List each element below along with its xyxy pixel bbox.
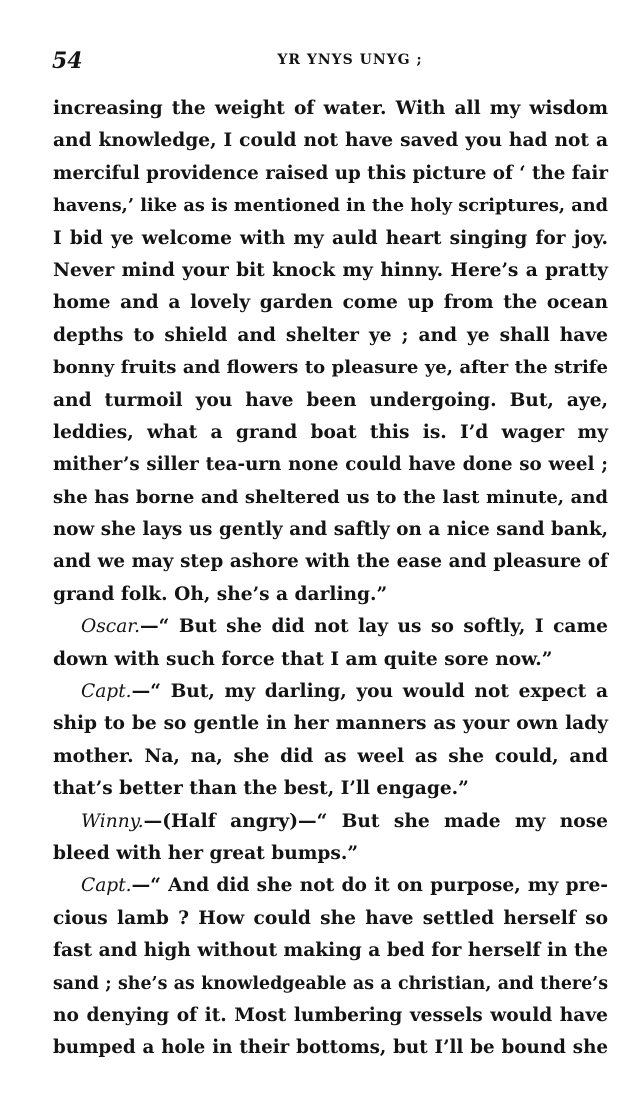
text-line [53,514,608,546]
text-line [53,385,608,417]
text-line [53,903,608,935]
page-header [52,48,608,76]
line-text: and turmoil you have been undergoing. But, aye, [53,389,608,411]
line-text: mither’s siller tea-urn none could have done so weel ; [53,454,608,476]
text-line [53,125,608,157]
line-text: and we may step ashore with the ease and pleasure of [53,551,608,573]
line-text: havens,’ like as is mentioned in the holy scriptures, and [53,195,608,217]
line-text: increasing the weight of water. With all my wisdom [53,98,608,119]
line-text: —(Half angry)—“ But she made my nose [143,810,608,832]
text-line [53,255,608,287]
speaker-name: Winny. [81,810,144,832]
text-line [53,676,608,708]
running-head: YR YNYS UNYG ; [277,52,423,68]
text-line [53,806,608,838]
text-line [53,708,608,740]
line-text: no denying of it. Most lumbering vessels would have [53,1004,608,1026]
line-text: Never mind your bit knock my hinny. Here’s a pratty [53,259,608,281]
text-line [53,482,608,514]
line-text: she has borne and sheltered us to the last minute, and [53,486,608,508]
line-text: down with such force that I am quite sore now.” [53,648,553,670]
line-text: grand folk. Oh, she’s a darling.” [53,583,388,605]
text-line [53,870,608,902]
line-text: bleed with her great bumps.” [53,842,359,864]
text-line [53,223,608,255]
text-line [53,1000,608,1032]
line-text: and knowledge, I could not have saved you had not a [53,130,608,152]
line-text: merciful providence raised up this picture of ‘ the fair [53,162,608,184]
text-line [53,190,608,222]
page-number: 54 [52,48,83,74]
line-text: ship to be so gentle in her manners as your own lady [53,713,608,735]
text-line [53,644,608,676]
text-line [53,1032,608,1064]
line-text: depths to shield and shelter ye ; and ye shall have [53,324,608,346]
text-line [53,968,608,1000]
line-text: sand ; she’s as knowledgeable as a christian, and there’s [53,973,608,994]
line-text: mother. Na, na, she did as weel as she could, and [53,745,608,767]
line-text: home and a lovely garden come up from the ocean [53,292,608,314]
text-line [53,352,608,384]
text-line [53,773,608,805]
speaker-name: Capt. [81,875,132,897]
text-line [53,158,608,190]
text-line [53,611,608,643]
line-text: —“ But, my darling, you would not expect a [131,681,608,703]
line-text: that’s better than the best, I’ll engage.” [53,778,469,800]
line-text: bonny fruits and flowers to pleasure ye, after the strife [53,357,608,379]
text-line [53,935,608,967]
line-text: —“ But she did not lay us so softly, I came [140,616,608,638]
text-line [53,93,608,125]
line-text: leddies, what a grand boat this is. I’d wager my [53,421,608,443]
line-text: I bid ye welcome with my auld heart singing for joy. [53,227,608,249]
text-line [53,741,608,773]
line-text: cious lamb ? How could she have settled herself so [53,907,608,929]
body-text [53,93,608,1065]
text-line [53,320,608,352]
line-text: bumped a hole in their bottoms, but I’ll be bound she [53,1037,608,1059]
line-text: fast and high without making a bed for herself in the [53,940,608,962]
text-line [53,449,608,481]
text-line [53,838,608,870]
text-line [53,579,608,611]
speaker-name: Capt. [81,681,132,703]
text-line [53,417,608,449]
line-text: now she lays us gently and saftly on a nice sand bank, [53,519,608,541]
line-text: —“ And did she not do it on purpose, my pre- [131,875,608,897]
text-line [53,546,608,578]
speaker-name: Oscar. [81,616,141,638]
text-line [53,287,608,319]
